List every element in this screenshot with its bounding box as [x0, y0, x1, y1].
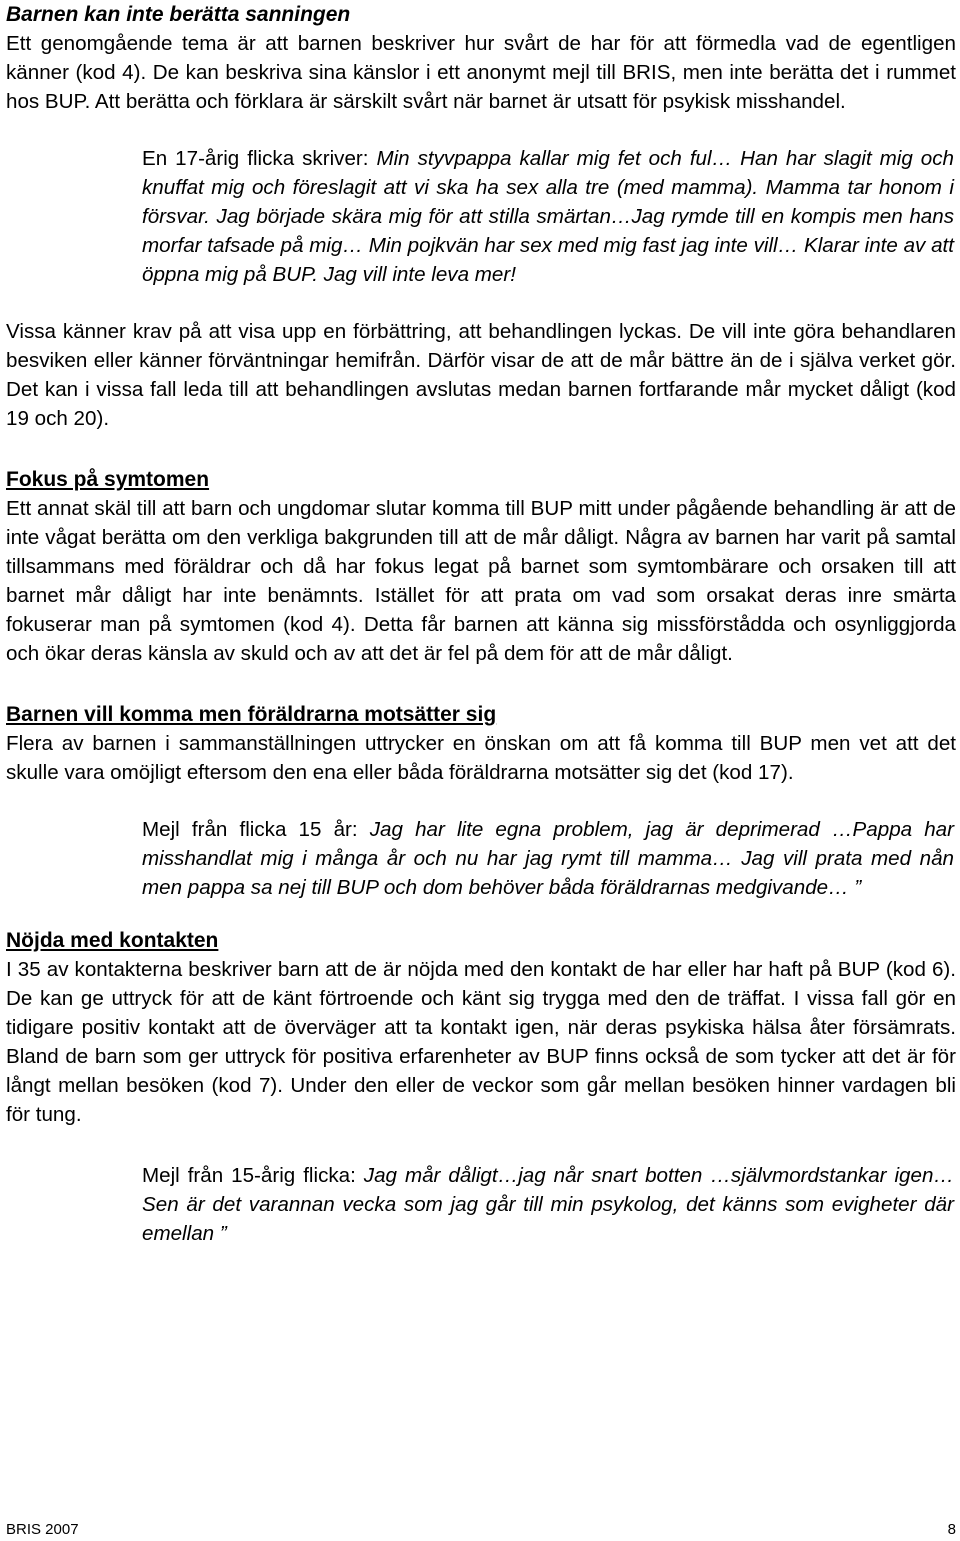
quote-text: Min styvpappa kallar mig fet och ful… Han har slagit mig och knuffat mig och föreslagit att vi ska ha sex alla tre (med mamma). Mamma tar honom i försvar. Jag började skära mig för att stilla smärtan…Jag rymde till en kompis men hans morfar tafsade på mig… Min pojkvän har sex med mig fast jag inte vill… Klarar inte av att öppna mig på BUP. Jag vill inte leva mer!	[142, 147, 955, 286]
block-quote	[142, 815, 954, 902]
section-heading: Barnen kan inte berätta sanningen	[6, 3, 351, 26]
footer-source: BRIS 2007	[6, 1521, 79, 1538]
quote-intro: Mejl från 15-årig flicka:	[142, 1164, 364, 1187]
section-heading: Fokus på symtomen	[6, 468, 210, 491]
block-quote	[142, 1161, 954, 1248]
quote-intro: En 17-årig flicka skriver:	[142, 147, 377, 170]
body-paragraph: Ett annat skäl till att barn och ungdomar slutar komma till BUP mitt under pågående behandling är att de inte vågat berätta om den verkliga bakgrunden till att de mår dåligt. Några av barnen har varit på samtal tillsammans med föräldrar och då har fokus legat på barnet som symtombärare och orsaken till att barnet mår dåligt har inte benämnts. Istället för att prata om vad som orsakat deras inre smärta fokuserar man på symtomen (kod 4). Detta får barnen att känna sig missförstådda och osynliggjorda och ökar deras känsla av skuld och av att det är fel på dem för att de mår dåligt.	[6, 497, 956, 665]
body-paragraph: Flera av barnen i sammanställningen uttrycker en önskan om att få komma till BUP men vet att det skulle vara omöjligt eftersom den ena eller båda föräldrarna motsätter sig det (kod 17).	[6, 732, 956, 784]
quote-text: Jag har lite egna problem, jag är deprimerad …Pappa har misshandlat mig i många år och nu har jag rymt till mamma… Jag vill prata med nån men pappa sa nej till BUP och dom behöver båda föräldrarnas medgivande… ”	[142, 818, 954, 899]
quote-intro: Mejl från flicka 15 år:	[142, 818, 370, 841]
block-quote	[142, 144, 954, 289]
body-paragraph: Ett genomgående tema är att barnen beskriver hur svårt de har för att förmedla vad de egentligen känner (kod 4). De kan beskriva sina känslor i ett anonymt mejl till BRIS, men inte berätta det i rummet hos BUP. Att berätta och förklara är särskilt svårt när barnet är utsatt för psykisk misshandel.	[6, 32, 956, 113]
section-heading: Nöjda med kontakten	[6, 929, 219, 952]
document-body	[6, 0, 956, 1248]
body-paragraph: Vissa känner krav på att visa upp en förbättring, att behandlingen lyckas. De vill inte göra behandlaren besviken eller känner förväntningar hemifrån. Därför visar de att de mår bättre än de i själva verket gör. Det kan i vissa fall leda till att behandlingen avslutas medan barnen fortfarande mår mycket dåligt (kod 19 och 20).	[6, 320, 956, 430]
section-heading: Barnen vill komma men föräldrarna motsätter sig	[6, 703, 497, 726]
page-number: 8	[947, 1521, 956, 1538]
body-paragraph: I 35 av kontakterna beskriver barn att de är nöjda med den kontakt de har eller har haft på BUP (kod 6). De kan ge uttryck för att de känt förtroende och känt sig trygga med den de träffat. I vissa fall gör en tidigare positiv kontakt att de överväger att ta kontakt igen, när deras psykiska hälsa åter försämrats. Bland de barn som ger uttryck för positiva erfarenheter av BUP finns också de som tycker att det är för långt mellan besöken (kod 7). Under den eller de veckor som går mellan besöken hinner vardagen bli för tung.	[6, 958, 956, 1126]
quote-text: Jag mår dåligt…jag når snart botten …självmordstankar igen… Sen är det varannan vecka som jag går till min psykolog, det känns som evigheter där emellan ”	[142, 1164, 954, 1245]
